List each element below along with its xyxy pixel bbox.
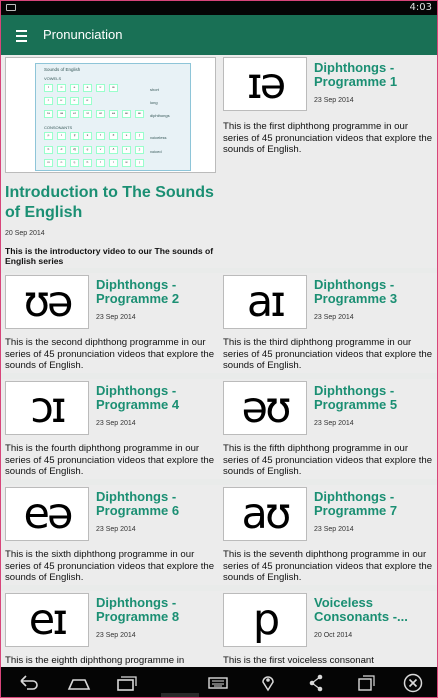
nav-handle [161, 693, 199, 698]
phoneme-glyph: ʊə [23, 277, 71, 327]
sheet-cell: k [83, 132, 92, 140]
card-title: Diphthongs - Programme 7 [314, 489, 398, 518]
menu-icon[interactable] [13, 27, 31, 43]
sheet-cell: ɔɪ [83, 110, 92, 118]
sheet-cell: æ [109, 84, 118, 92]
card-description: This is the first voiceless consonant [223, 655, 374, 666]
sheet-cell: eɪ [70, 110, 79, 118]
card-thumbnail [223, 57, 307, 111]
sheet-cell: v [96, 146, 105, 154]
phoneme-glyph: eə [23, 489, 71, 539]
card-description: This is the eighth diphthong programme in [5, 655, 185, 666]
sheet-cell: b [44, 146, 53, 154]
system-nav-bar [1, 667, 437, 698]
card-thumbnail [223, 593, 307, 647]
card-8[interactable] [1, 591, 219, 667]
sheet-cell: iː [44, 97, 53, 105]
close-icon[interactable] [403, 673, 423, 693]
phoneme-glyph: ɪə [246, 59, 284, 109]
video-grid[interactable] [1, 55, 437, 667]
card-date: 23 Sep 2014 [96, 420, 136, 427]
card-6[interactable] [1, 485, 219, 585]
card-title: Diphthongs - Programme 6 [96, 489, 180, 518]
sheet-cell: aʊ [135, 110, 144, 118]
card-description: This is the second diphthong programme in our series of 45 pronunciation videos that explore the sounds of English. [5, 337, 215, 371]
card-thumbnail [223, 487, 307, 541]
sheet-vowels-label: VOWELS [44, 76, 62, 81]
sheet-cell: ʊə [57, 110, 66, 118]
app-bar [1, 15, 437, 55]
card-date: 23 Sep 2014 [96, 632, 136, 639]
sheet-cell: h [83, 159, 92, 167]
phoneme-glyph: əʊ [241, 383, 289, 433]
card-4[interactable] [1, 379, 219, 479]
status-time: 4:03 [409, 2, 432, 13]
sheet-long-label: long [150, 100, 158, 105]
window-icon[interactable] [356, 673, 376, 693]
sheet-cell: j [135, 159, 144, 167]
card-7[interactable] [219, 485, 437, 585]
keyboard-icon[interactable] [208, 673, 228, 693]
card-date: 20 Oct 2014 [314, 632, 353, 639]
card-thumbnail [5, 381, 89, 435]
card-description: This is the fourth diphthong programme in our series of 45 pronunciation videos that explore the sounds of English. [5, 443, 215, 477]
card-title: Voiceless Consonants -... [314, 595, 408, 624]
sheet-cell: ə [83, 84, 92, 92]
card-thumbnail [223, 275, 307, 329]
card-date: 23 Sep 2014 [314, 420, 354, 427]
card-1[interactable] [219, 55, 437, 268]
sheet-cell: ɜː [96, 84, 105, 92]
card-title: Diphthongs - Programme 4 [96, 383, 180, 412]
card-thumbnail [5, 487, 89, 541]
sheet-short-label: short [150, 87, 159, 92]
hero-date: 20 Sep 2014 [5, 230, 45, 237]
sheet-cell: e [70, 84, 79, 92]
hero-description: This is the introductory video to our The sounds of English series [5, 246, 214, 266]
sheet-cell: p [44, 132, 53, 140]
hero-title: Introduction to The Sounds of English [5, 184, 214, 221]
sheet-cell: eə [109, 110, 118, 118]
sheet-cell: θ [109, 132, 118, 140]
sheet-cell: ɪə [44, 110, 53, 118]
card-title: Diphthongs - Programme 8 [96, 595, 180, 624]
phoneme-glyph: eɪ [28, 595, 66, 645]
card-date: 23 Sep 2014 [314, 526, 354, 533]
card-description: This is the first diphthong programme in our series of 45 pronunciation videos that explore the sounds of English. [223, 121, 433, 155]
card-description: This is the sixth diphthong programme in our series of 45 pronunciation videos that explore the sounds of English. [5, 549, 215, 583]
sheet-cell: m [44, 159, 53, 167]
sheet-cell: ɑː [83, 97, 92, 105]
sheet-cell: aɪ [96, 110, 105, 118]
sheet-cell: ð [109, 146, 118, 154]
share-icon[interactable] [308, 673, 324, 693]
card-9[interactable] [219, 591, 437, 667]
card-date: 23 Sep 2014 [96, 314, 136, 321]
sheet-cell: w [122, 159, 131, 167]
keyboard-status-icon [6, 4, 16, 11]
recents-icon[interactable] [116, 673, 138, 693]
hero-card[interactable] [1, 55, 219, 268]
card-date: 23 Sep 2014 [314, 97, 354, 104]
sheet-cell: ɔː [70, 97, 79, 105]
phoneme-glyph: ɔɪ [30, 383, 64, 433]
sheet-cell: ʊ [57, 84, 66, 92]
hero-thumbnail [5, 57, 216, 173]
card-description: This is the seventh diphthong programme in our series of 45 pronunciation videos that explore the sounds of English. [223, 549, 433, 583]
card-date: 23 Sep 2014 [314, 314, 354, 321]
card-2[interactable] [1, 273, 219, 373]
phoneme-glyph: aʊ [241, 489, 289, 539]
card-description: This is the third diphthong programme in our series of 45 pronunciation videos that explore the sounds of English. [223, 337, 433, 371]
sheet-cell: f [96, 132, 105, 140]
phoneme-glyph: aɪ [246, 277, 284, 327]
card-5[interactable] [219, 379, 437, 479]
card-3[interactable] [219, 273, 437, 373]
sheet-cell: n [57, 159, 66, 167]
back-icon[interactable] [18, 673, 40, 693]
sheet-cell: g [83, 146, 92, 154]
sheet-cell: tʃ [70, 132, 79, 140]
sheet-cell: dʒ [70, 146, 79, 154]
sheet-diphthongs-label: diphthongs [150, 113, 170, 118]
sheet-cell: ʃ [135, 132, 144, 140]
card-title: Diphthongs - Programme 3 [314, 277, 398, 306]
card-title: Diphthongs - Programme 1 [314, 60, 398, 89]
sheet-consonants-label: CONSONANTS [44, 125, 73, 130]
card-description: This is the fifth diphthong programme in our series of 45 pronunciation videos that explore the sounds of English. [223, 443, 433, 477]
sheet-cell: s [122, 132, 131, 140]
sheet-cell: uː [57, 97, 66, 105]
card-title: Diphthongs - Programme 5 [314, 383, 398, 412]
status-bar [1, 1, 437, 15]
card-thumbnail [5, 593, 89, 647]
app-title: Pronunciation [43, 27, 123, 42]
card-date: 23 Sep 2014 [96, 526, 136, 533]
phoneme-glyph: p [252, 595, 278, 645]
sheet-cell: d [57, 146, 66, 154]
sheet-cell: t [57, 132, 66, 140]
sheet-cell: ɪ [44, 84, 53, 92]
card-title: Diphthongs - Programme 2 [96, 277, 180, 306]
sheet-cell: ʒ [135, 146, 144, 154]
sheet-cell: əʊ [122, 110, 131, 118]
sheet-cell: l [96, 159, 105, 167]
sheet-voiced-label: voiced [150, 149, 162, 154]
phonemic-chart-image [35, 63, 191, 171]
sheet-heading: Sounds of English [44, 67, 81, 72]
sheet-voiceless-label: voiceless [150, 135, 167, 140]
sheet-cell: r [109, 159, 118, 167]
location-icon[interactable] [261, 673, 275, 693]
home-icon[interactable] [67, 673, 91, 693]
sheet-cell: ŋ [70, 159, 79, 167]
card-thumbnail [223, 381, 307, 435]
sheet-cell: z [122, 146, 131, 154]
card-thumbnail [5, 275, 89, 329]
